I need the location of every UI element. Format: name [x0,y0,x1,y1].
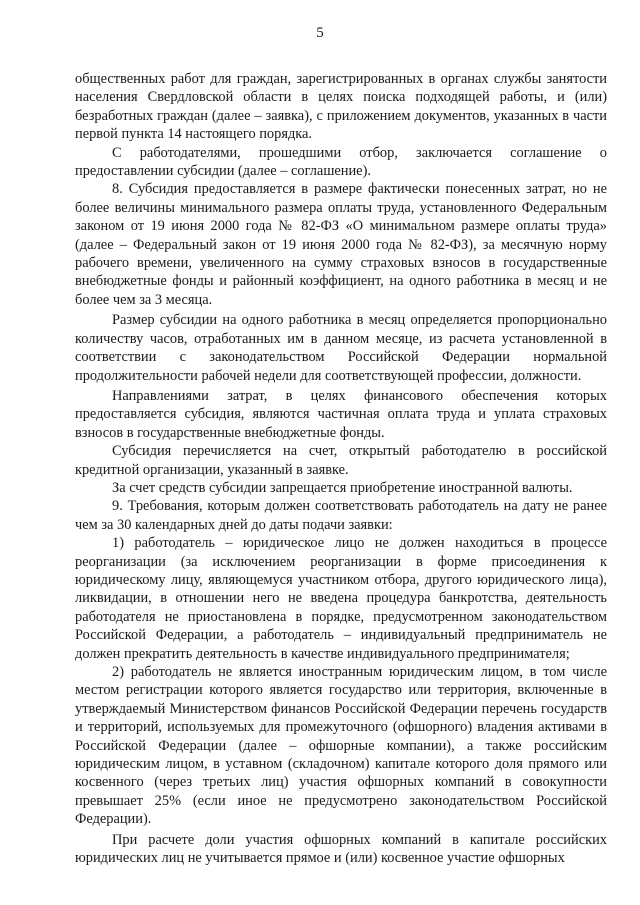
paragraph-subsidy-size: Размер субсидии на одного работника в месяц определяется пропорционально количеству часов, отработанных им в данном месяце, из расчета установленной в соответствии с законодательством Российской Федерации нормальной продолжительности рабочей недели для соответствующей профессии, должности. [75,312,607,384]
paragraph-requirement-2: 2) работодатель не является иностранным юридическим лицом, в том числе местом регистрации которого является государство или территория, включенные в утверждаемый Министерством финансов Российской Федерации перечень государств и территорий, используемых для промежуточного (офшорного) владения активами в Российской Федерации (далее – офшорные компании), а также российским юридическим лицом, в уставном (складочном) капитале которого доля прямого или косвенного (через третьих лиц) участия офшорных компаний в совокупности превышает 25% (если иное не предусмотрено законодательством Российской Федерации). [75,664,607,828]
paragraph-cost-directions: Направлениями затрат, в целях финансового обеспечения которых предоставляется субсидия, являются частичная оплата труда и уплата страховых взносов в государственные внебюджетные фонды. [75,387,607,441]
document-body [75,70,607,867]
paragraph-item-9-requirements: 9. Требования, которым должен соответствовать работодатель на дату не ранее чем за 30 календарных дней до даты подачи заявки: [75,498,607,533]
paragraph-transfer-account: Субсидия перечисляется на счет, открытый работодателю в российской кредитной организации, указанный в заявке. [75,443,607,478]
paragraph-requirement-1: 1) работодатель – юридическое лицо не должен находиться в процессе реорганизации (за исключением реорганизации в форме присоединения к юридическому лицу, являющемуся участником отбора, другого юридического лица), ликвидации, в отношении него не введена процедура банкротства, деятельность работодателя не приостановлена в порядке, предусмотренном законодательством Российской Федерации, а работодатель – индивидуальный предприниматель не должен прекратить деятельность в качестве индивидуального предпринимателя; [75,535,607,662]
paragraph-offshore-calculation: При расчете доли участия офшорных компаний в капитале российских юридических лиц не учитывается прямое и (или) косвенное участие офшорных [75,831,607,867]
page-number: 5 [316,25,324,41]
paragraph-agreement: С работодателями, прошедшими отбор, заключается соглашение о предоставлении субсидии (далее – соглашение). [75,144,607,180]
paragraph-currency-prohibition: За счет средств субсидии запрещается приобретение иностранной валюты. [112,479,573,496]
paragraph-item-8-subsidy-amount: 8. Субсидия предоставляется в размере фактически понесенных затрат, но не более величины минимального размера оплаты труда, установленного Федеральным законом от 19 июня 2000 года № 82-ФЗ «О минимальном размере оплаты труда» (далее – Федеральный закон от 19 июня 2000 года № 82-ФЗ), за месячную норму рабочего времени, увеличенного на сумму страховых взносов в государственные внебюджетные фонды и районный коэффициент, на одного работника в месяц и не более чем за 3 месяца. [75,181,607,308]
paragraph-application-continuation: общественных работ для граждан, зарегистрированных в органах службы занятости населения Свердловской области в целях поиска подходящей работы, и (или) безработных граждан (далее – заявка), с приложением документов, указанных в части первой пункта 14 настоящего порядка. [75,71,607,143]
